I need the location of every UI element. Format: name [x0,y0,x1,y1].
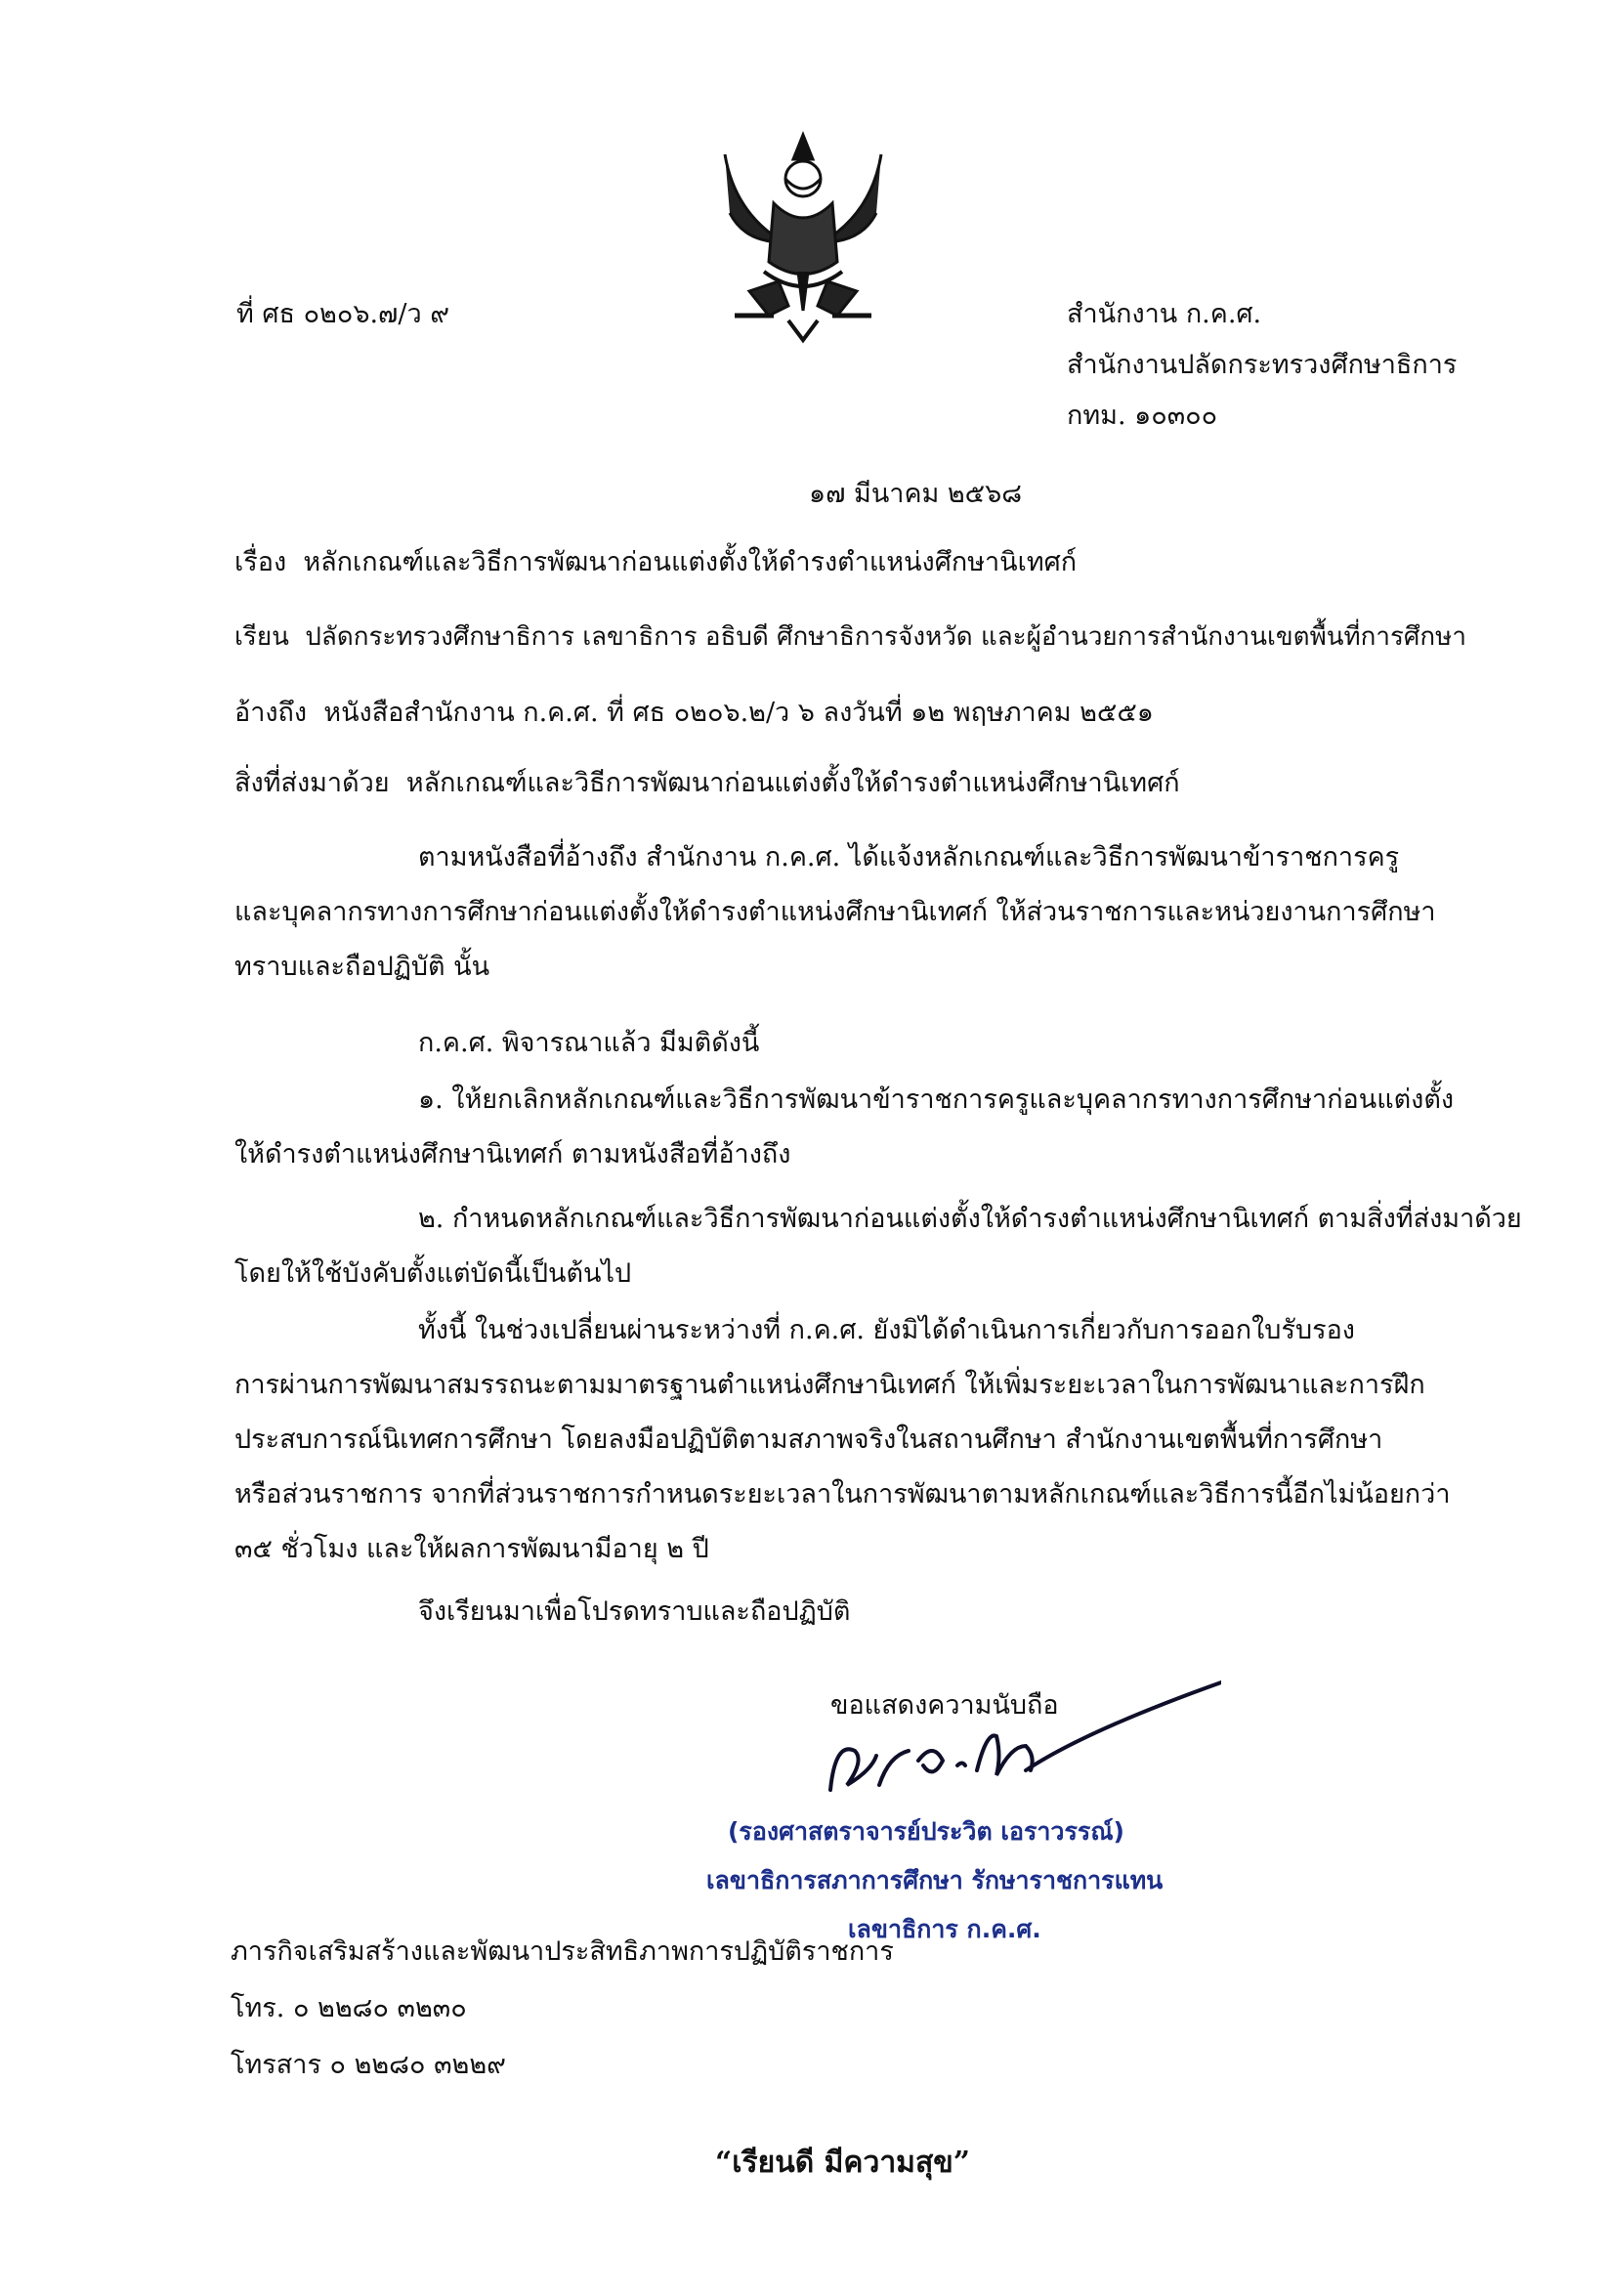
signatory-position-1: เลขาธิการสภาการศึกษา รักษาราชการแทน [706,1866,1164,1894]
subject-line [234,547,1077,578]
reference-text: หนังสือสำนักงาน ก.ค.ศ. ที่ ศธ ๐๒๐๖.๒/ว ๖ ลงวันที่ ๑๒ พฤษภาคม ๒๕๕๑ [323,698,1154,728]
footer-phone: โทร. ๐ ๒๒๘๐ ๓๒๓๐ [231,1993,467,2023]
body-p5-line1: ทั้งนี้ ในช่วงเปลี่ยนผ่านระหว่างที่ ก.ค.ศ. ยังมิได้ดำเนินการเกี่ยวกับการออกใบรับรอง [418,1315,1355,1345]
recipient-line [234,622,1466,653]
body-p5-line4: หรือส่วนราชการ จากที่ส่วนราชการกำหนดระยะเวลาในการพัฒนาตามหลักเกณฑ์และวิธีการนี้อีกไม่น้อยกว่า [234,1479,1451,1509]
body-p4-line1: ๒. กำหนดหลักเกณฑ์และวิธีการพัฒนาก่อนแต่งตั้งให้ดำรงตำแหน่งศึกษานิเทศก์ ตามสิ่งที่ส่งมาด้วย [418,1204,1522,1234]
body-p4-line2: โดยให้ใช้บังคับตั้งแต่บัดนี้เป็นต้นไป [234,1258,632,1289]
footer-fax: โทรสาร ๐ ๒๒๘๐ ๓๒๒๙ [231,2050,506,2080]
body-p1-line1: ตามหนังสือที่อ้างถึง สำนักงาน ก.ค.ศ. ได้แจ้งหลักเกณฑ์และวิธีการพัฒนาข้าราชการครู [418,842,1400,872]
footer-department: ภารกิจเสริมสร้างและพัฒนาประสิทธิภาพการปฏิบัติราชการ [231,1936,894,1967]
reference-label: อ้างถึง [234,698,308,728]
body-p5-line5: ๓๕ ชั่วโมง และให้ผลการพัฒนามีอายุ ๒ ปี [234,1534,709,1564]
reference-line [234,698,1154,729]
courtesy-line: ขอแสดงความนับถือ [830,1690,1059,1721]
enclosure-line [234,768,1180,799]
subject-label: เรื่อง [234,547,287,577]
body-p3-line1: ๑. ให้ยกเลิกหลักเกณฑ์และวิธีการพัฒนาข้าราชการครูและบุคลากรทางการศึกษาก่อนแต่งตั้ง [418,1084,1455,1115]
slogan: “เรียนดี มีความสุข” [715,2146,971,2180]
subject-text: หลักเกณฑ์และวิธีการพัฒนาก่อนแต่งตั้งให้ดำรงตำแหน่งศึกษานิเทศก์ [303,547,1078,577]
body-p1-line3: ทราบและถือปฏิบัติ นั้น [234,952,490,982]
garuda-emblem-icon [705,125,901,350]
signatory-name: (รองศาสตราจารย์ประวิต เอราวรรณ์) [728,1817,1124,1846]
body-p1-line2: และบุคลากรทางการศึกษาก่อนแต่งตั้งให้ดำรงตำแหน่งศึกษานิเทศก์ ให้ส่วนราชการและหน่วยงานการศึกษา [234,897,1436,927]
reference-number: ที่ ศธ ๐๒๐๖.๗/ว ๙ [236,299,449,329]
office-line-1: สำนักงาน ก.ค.ศ. [1067,299,1262,329]
body-p5-line3: ประสบการณ์นิเทศการศึกษา โดยลงมือปฏิบัติตามสภาพจริงในสถานศึกษา สำนักงานเขตพื้นที่การศึกษา [234,1424,1383,1455]
closing-line: จึงเรียนมาเพื่อโปรดทราบและถือปฏิบัติ [418,1596,851,1627]
enclosure-label: สิ่งที่ส่งมาด้วย [234,768,390,798]
document-date: ๑๗ มีนาคม ๒๕๖๘ [809,479,1023,509]
body-p5-line2: การผ่านการพัฒนาสมรรถนะตามมาตรฐานตำแหน่งศึกษานิเทศก์ ให้เพิ่มระยะเวลาในการพัฒนาและการฝึก [234,1370,1425,1400]
recipient-text: ปลัดกระทรวงศึกษาธิการ เลขาธิการ อธิบดี ศึกษาธิการจังหวัด และผู้อำนวยการสำนักงานเขตพื้นที่การศึกษา [305,622,1466,652]
office-line-2: สำนักงานปลัดกระทรวงศึกษาธิการ [1067,350,1458,380]
signatory-position-2: เลขาธิการ ก.ค.ศ. [848,1915,1041,1943]
office-line-3: กทม. ๑๐๓๐๐ [1067,401,1218,431]
body-p2: ก.ค.ศ. พิจารณาแล้ว มีมติดังนี้ [418,1028,760,1058]
enclosure-text: หลักเกณฑ์และวิธีการพัฒนาก่อนแต่งตั้งให้ดำรงตำแหน่งศึกษานิเทศก์ [405,768,1180,798]
body-p3-line2: ให้ดำรงตำแหน่งศึกษานิเทศก์ ตามหนังสือที่อ้างถึง [234,1139,791,1169]
recipient-label: เรียน [234,622,289,652]
handwritten-signature [811,1673,1221,1819]
